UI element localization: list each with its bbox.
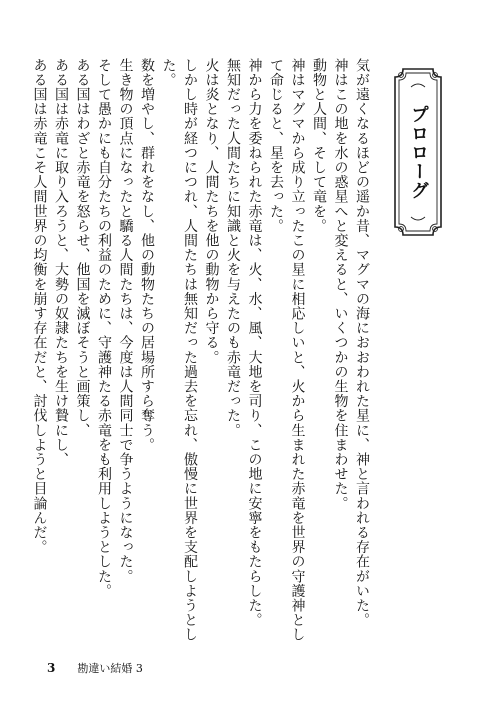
paragraph: 数を増やし、群れをなし、他の動物たちの居場所すら奪う。 [139,58,155,453]
paragraph: 無知だった人間たちに知識と火を与えたのも赤竜だった。 [225,58,241,438]
paragraph: ある国はわざと赤竜を怒らせ、他国を滅ぼそうと画策し、 [74,58,91,438]
paragraph: ある国は赤竜こそ人間世界の均衡を崩す存在だと、討伐しようと目論んだ。 [31,58,48,555]
running-title: 勘違い結婚 3 [77,662,143,675]
paragraph: そして愚かにも自分たちの利益のために、守護神たる赤竜をも利用しようとした。 [96,58,112,599]
body-text [28,58,372,646]
paragraph: 神はマグマから成り立ったこの星に相応しいと、火から生まれた赤竜を世界の守護神として命じると、星を去った。 [268,58,306,642]
page-number: 3 [47,661,56,675]
paragraph: ある国は赤竜に取り入ろうと、大勢の奴隷たちを生け贄にし、 [53,58,69,467]
paragraph: 生き物の頂点になったと驕る人間たちは、今度は人間同士で争うようになった。 [117,58,134,584]
paragraph: 神から力を委ねられた赤竜は、火、水、風、大地を司り、この地に安寧をもたらした。 [246,58,263,628]
chapter-title: プロローグ [408,104,429,200]
paragraph: しかし時が経つにつれ、人間たちは無知だった過去を忘れ、傲慢に世界を支配しようとした。 [160,58,198,642]
page-footer [47,660,143,676]
paragraph: 火は炎となり、人間たちを他の動物から守る。 [203,58,220,365]
paragraph: 動物と人間、そして竜を。 [311,58,327,234]
chapter-title-frame [393,67,443,237]
paragraph: 気が遠くなるほどの遥か昔、マグマの海におおわれた星に、神と言われる存在がいた。 [354,58,370,628]
paragraph: 神はこの地を水の惑星へと変えると、いくつかの生物を住まわせた。 [332,58,349,511]
